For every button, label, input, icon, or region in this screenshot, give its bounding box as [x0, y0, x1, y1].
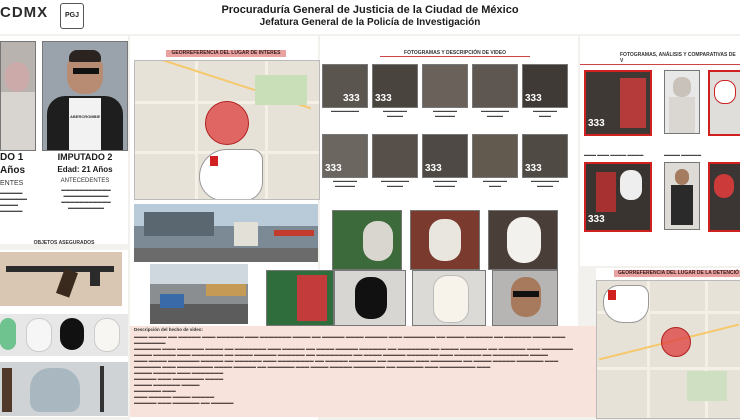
pgj-logo: PGJ	[60, 3, 84, 29]
frame-caption: ▬▬▬▬▬▬ ▬▬▬▬▬	[333, 178, 357, 188]
interest-location-marker	[205, 101, 249, 145]
document-header	[0, 0, 740, 34]
street-view-1	[134, 204, 318, 262]
frame-caption: ▬▬▬▬▬▬▬	[331, 108, 359, 113]
document-title: Procuraduría General de Justicia de la Ciudad de México	[221, 4, 519, 16]
closeup-mask-green	[332, 210, 402, 270]
frame-caption: ▬▬▬▬▬▬ ▬▬▬▬▬	[433, 108, 457, 118]
description-heading: Descripción del hecho de video:	[134, 327, 204, 332]
suspect-2-notes: ▬▬▬▬▬▬▬▬▬▬▬ ▬▬▬▬▬▬▬▬▬▬ ▬▬▬▬▬▬▬▬▬▬▬ ▬▬▬▬▬▬▬▬	[61, 187, 111, 210]
cdmx-logo: CDMX	[0, 4, 49, 21]
description-body: ▬▬▬ ▬▬▬▬ ▬▬ ▬▬▬▬▬ ▬▬▬ ▬▬▬▬▬▬ ▬▬▬ ▬▬▬▬▬▬▬ ▬▬▬▬ ▬▬ ▬▬▬▬▬ ▬▬▬▬ ▬▬▬▬▬ ▬▬▬ ▬▬▬▬▬▬▬ ▬▬ ▬▬▬▬ ▬▬▬▬▬▬ ▬▬ ▬▬▬▬▬▬ ▬▬▬▬ ▬▬▬ ▬▬▬▬▬▬▬ ▬▬▬▬▬▬ ▬▬▬ ▬▬▬▬▬▬ ▬▬▬▬ ▬▬ ▬▬▬▬▬▬▬ ▬▬▬ ▬▬▬▬▬ ▬▬ ▬▬▬▬ ▬▬▬▬▬ ▬▬▬▬▬▬ ▬▬ ▬▬▬▬▬▬▬ ▬▬ ▬▬▬▬ ▬▬▬▬▬▬ ▬▬ ▬▬▬▬▬▬ ▬▬▬ ▬▬▬▬▬▬▬ ▬▬▬▬ ▬▬▬▬▬ ▬▬▬ ▬▬▬▬▬▬▬ ▬▬ ▬▬▬▬ ▬▬▬▬▬ ▬▬▬▬▬▬ ▬▬ ▬▬▬▬▬▬▬▬ ▬▬ ▬▬▬▬ ▬▬▬▬▬ ▬▬▬▬▬▬▬ ▬▬▬ ▬▬▬▬▬▬ ▬▬ ▬▬▬▬▬▬▬▬ ▬▬▬▬ ▬▬▬ ▬▬▬▬ ▬▬▬▬▬▬▬ ▬▬▬▬▬ ▬▬ ▬▬▬▬▬▬ ▬▬▬ ▬▬▬▬▬▬▬▬ ▬▬ ▬▬▬▬▬ ▬▬▬▬▬▬ ▬▬ ▬▬▬▬▬▬ ▬▬▬ ▬▬▬▬▬▬▬ ▬▬ ▬▬▬▬ ▬▬▬▬▬ ▬▬▬▬▬▬ ▬▬▬ ▬▬▬▬▬▬ ▬▬▬ ▬▬▬▬▬▬▬▬ ▬▬▬▬ ▬▬▬▬▬ ▬▬ ▬▬▬▬▬▬ ▬▬▬ ▬▬▬▬ ▬▬▬▬▬ ▬▬▬▬▬▬▬ ▬▬ ▬▬▬▬▬▬ ▬▬▬ ▬▬▬▬▬▬▬▬ ▬▬▬ ▬▬▬▬ ▬▬▬▬▬ ▬▬▬ ▬▬▬▬▬▬▬ ▬▬▬▬▬ ▬▬▬ ▬▬▬▬▬▬▬ ▬▬▬▬ ▬▬▬▬ ▬▬▬▬▬▬ ▬▬▬▬ ▬▬▬▬▬▬ ▬▬▬ ▬▬▬ ▬▬▬▬▬ ▬▬▬▬ ▬▬▬▬▬ ▬▬▬▬▬ ▬▬▬ ▬▬▬▬▬▬ ▬▬ ▬▬▬▬▬	[134, 334, 574, 405]
suspect-1-label: DO 1	[0, 152, 24, 163]
rifle-photo	[0, 252, 122, 306]
frame-caption: ▬▬▬ ▬▬▬ ▬▬▬▬ ▬▬▬▬	[584, 152, 644, 157]
detention-map	[596, 280, 740, 419]
video-title: FOTOGRAMAS Y DESCRIPCIÓN DE VIDEO	[380, 50, 530, 57]
geo1-title: GEORREFERENCIA DEL LUGAR DE INTERES	[166, 50, 286, 57]
city-outline-inset	[199, 149, 263, 200]
seized-objects-panel	[0, 250, 128, 417]
suspect-1-age: Años	[0, 165, 25, 176]
street-view-2	[150, 264, 248, 324]
frame-caption: ▬▬▬▬▬▬▬ ▬▬▬▬	[481, 108, 509, 118]
suspect-2-label: IMPUTADO 2	[57, 152, 113, 162]
detention-geo-panel	[596, 268, 740, 417]
closeup-mask-white	[488, 210, 558, 270]
video-frame: 333	[322, 64, 368, 108]
objects-title: OBJETOS ASEGURADOS	[33, 240, 95, 246]
interest-map	[134, 60, 320, 200]
video-frame	[372, 134, 418, 178]
frame-caption: ▬▬▬▬▬▬ ▬▬▬	[483, 178, 507, 188]
comparison-frame: 333	[584, 162, 652, 232]
video-frame	[472, 64, 518, 108]
comparison-suspect-photo	[664, 162, 700, 230]
suspect-closeup	[492, 270, 558, 326]
comparison-frame	[708, 162, 740, 232]
frame-caption: ▬▬▬▬▬▬ ▬▬▬	[533, 108, 557, 118]
video-frame: 333	[522, 64, 568, 108]
video-frame: 333	[522, 134, 568, 178]
comparison-title: FOTOGRAMAS, ANÁLISIS Y COMPARATIVAS DE V	[580, 52, 740, 65]
document-subtitle: Jefatura General de la Policía de Investigación	[259, 17, 481, 28]
frame-caption: ▬▬▬▬▬▬ ▬▬▬▬	[383, 108, 407, 118]
suspect-2-section: ANTECEDENTES	[60, 178, 110, 184]
detention-location-marker	[661, 327, 691, 357]
shirt-print: ABERCROMBIE	[70, 114, 101, 119]
censor-bar	[513, 291, 539, 297]
frame-caption: ▬▬▬▬▬▬ ▬▬▬▬▬	[433, 178, 457, 188]
comparison-suspect-photo	[664, 70, 700, 134]
suspect-1-photo	[0, 41, 36, 151]
video-frame	[422, 64, 468, 108]
suspect-2-age: Edad: 21 Años	[57, 165, 113, 174]
comparison-panel	[580, 36, 740, 266]
bag-photo	[0, 362, 128, 416]
video-frame: 333	[422, 134, 468, 178]
masks-photo	[0, 314, 128, 356]
suspect-1-section: ENTES	[0, 180, 24, 187]
seized-mask-black	[334, 270, 406, 326]
city-outline-inset	[603, 285, 649, 323]
video-frame	[472, 134, 518, 178]
frame-caption: ▬▬▬▬▬▬▬ ▬▬▬▬	[531, 178, 559, 188]
frame-caption: ▬▬▬▬▬▬▬ ▬▬▬▬	[381, 178, 409, 188]
comparison-frame: 333	[584, 70, 652, 136]
suspect-1-notes: ▬▬▬▬▬ ▬▬▬▬▬▬ ▬▬▬▬ ▬▬▬▬▬	[0, 190, 27, 213]
closeup-mask-skull	[410, 210, 480, 270]
frame-caption: ▬▬▬▬ ▬▬▬▬▬	[664, 152, 702, 157]
description-box	[130, 326, 600, 417]
video-frames-panel	[320, 36, 578, 326]
seized-mask-fawkes	[412, 270, 486, 326]
censor-bar	[73, 68, 99, 74]
comparison-frame	[708, 70, 740, 136]
seized-mask-green	[266, 270, 334, 326]
suspects-panel	[0, 36, 128, 244]
geo2-title: GEORREFERENCIA DEL LUGAR DE LA DETENCIÓ	[614, 270, 740, 277]
video-frame: 333	[372, 64, 418, 108]
video-frame: 333	[322, 134, 368, 178]
suspect-2-photo	[42, 41, 128, 151]
